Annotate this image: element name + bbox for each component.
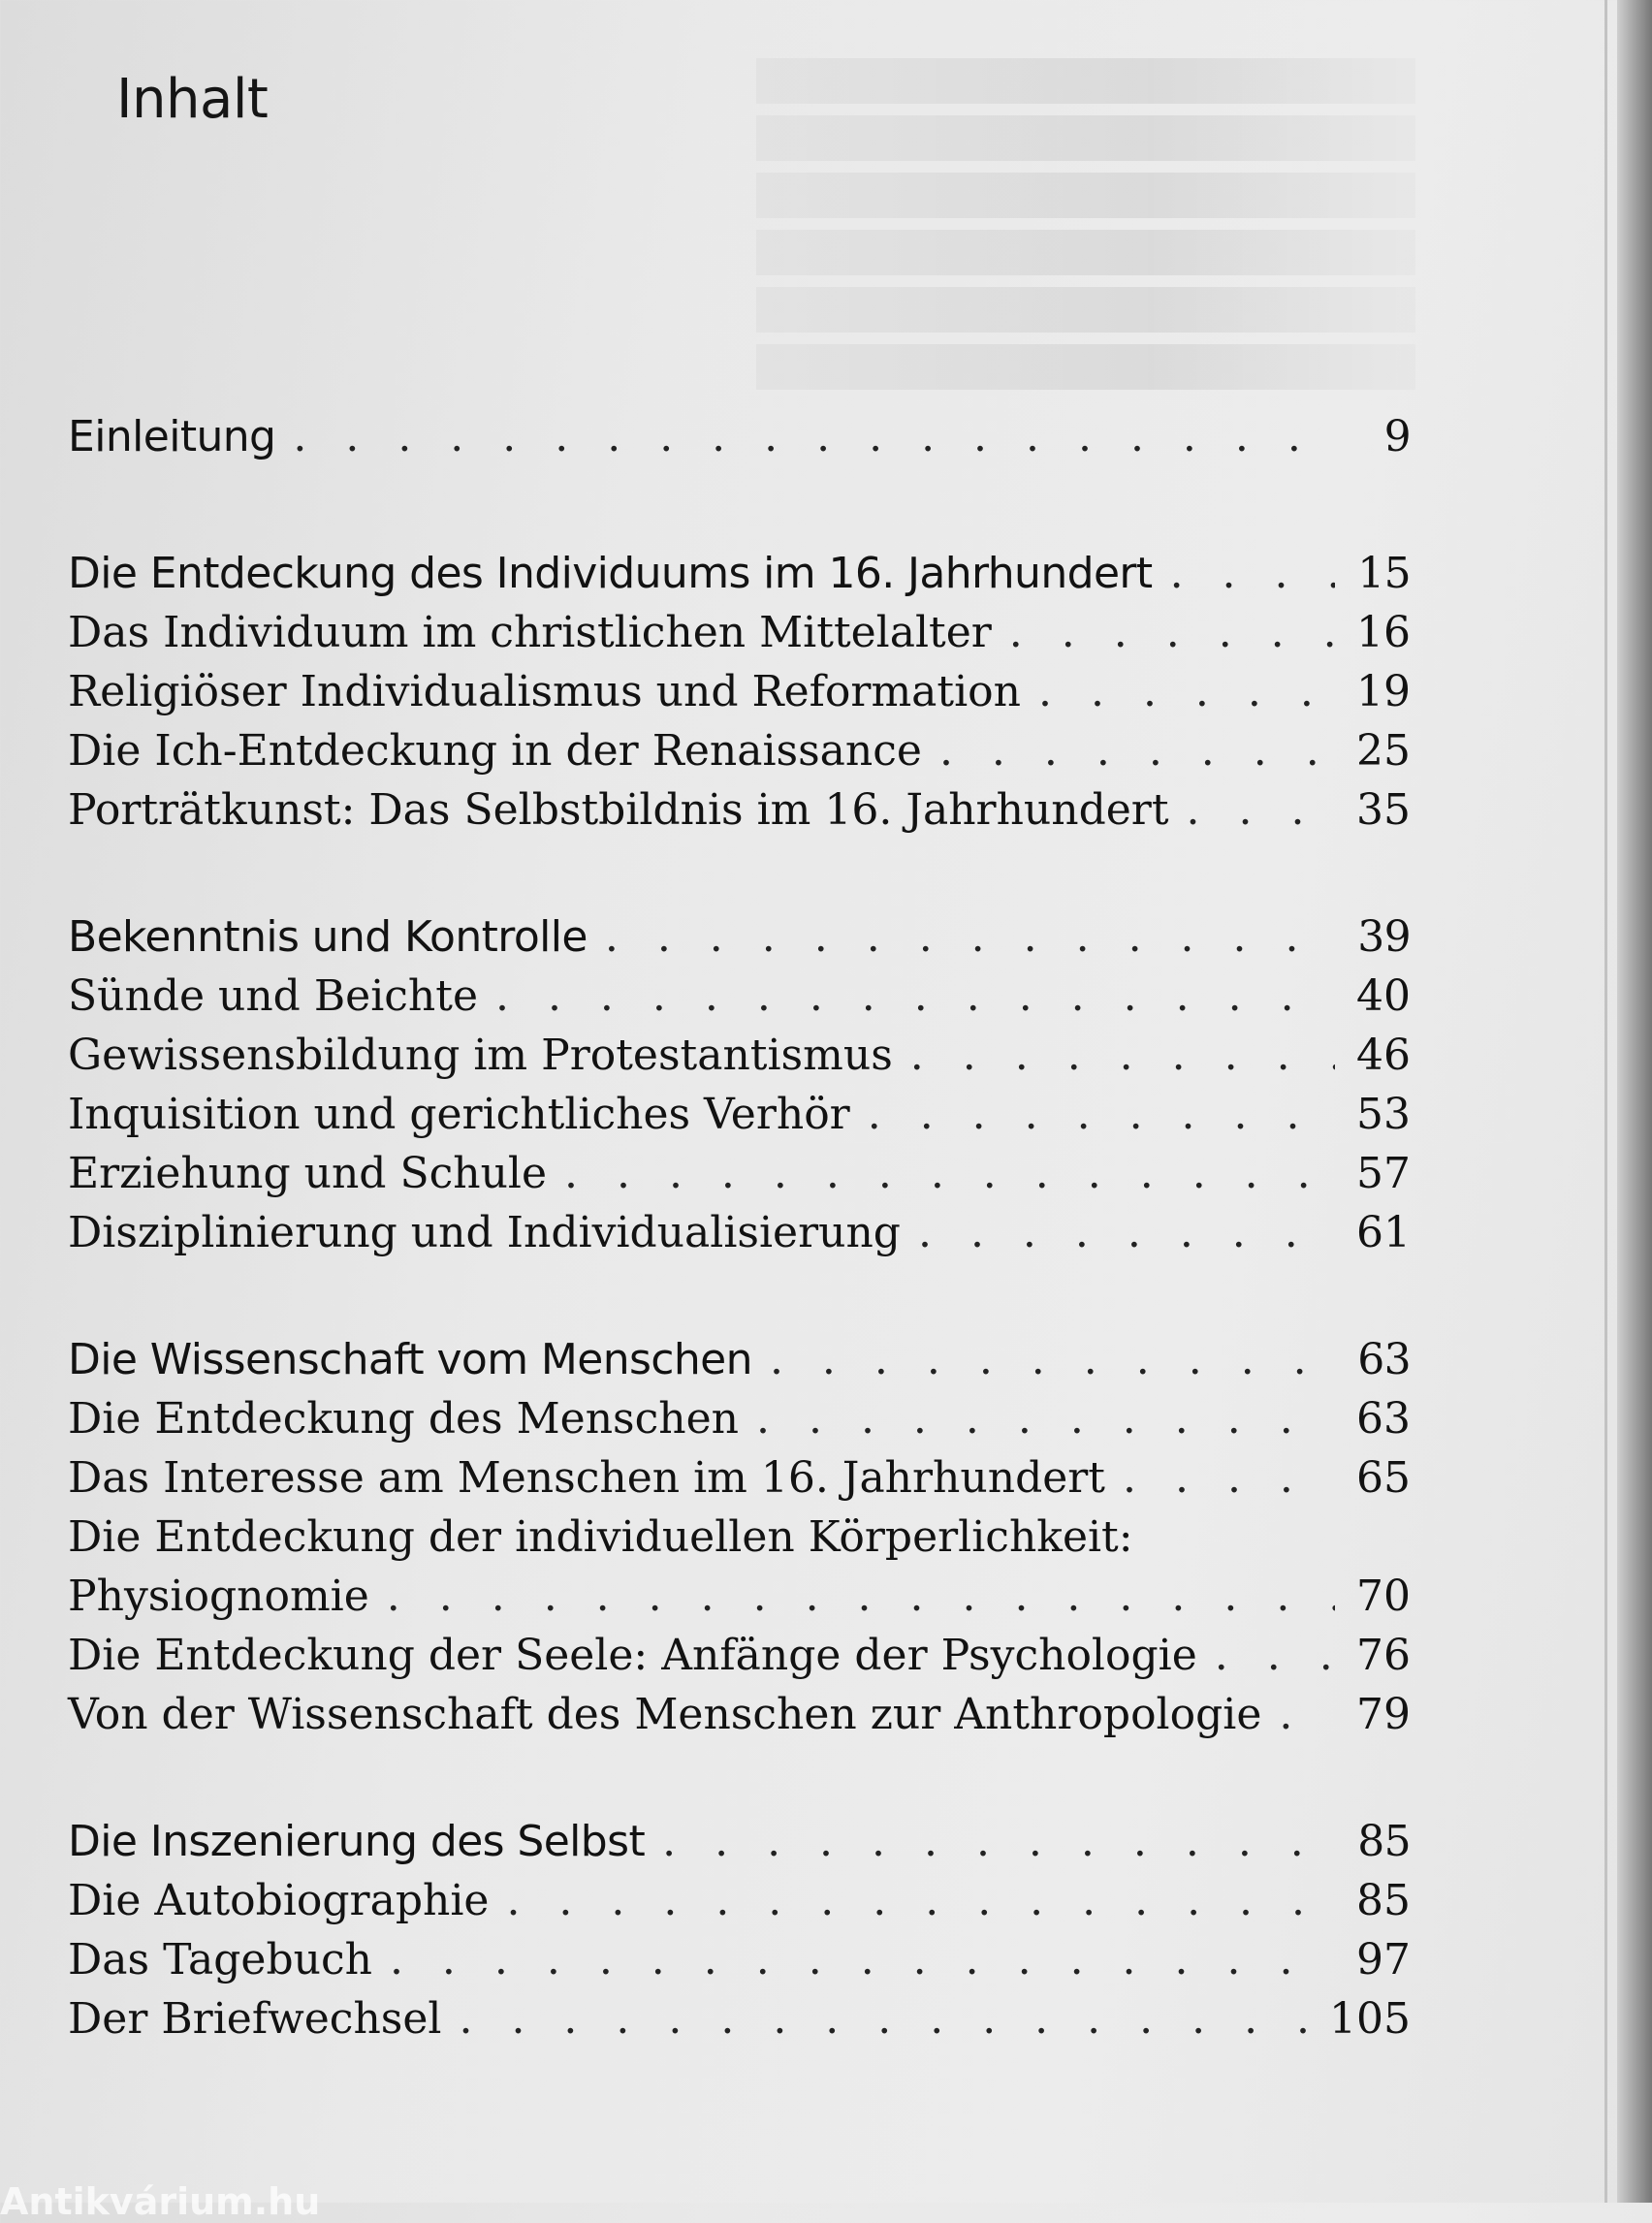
leader-dots	[918, 1208, 1335, 1257]
toc-entry-row	[68, 1690, 1411, 1749]
toc-entry-row	[68, 1994, 1411, 2053]
page-number: 35	[1356, 785, 1411, 835]
table-of-contents	[68, 412, 1411, 2121]
toc-entry-row	[68, 1394, 1411, 1453]
page-title: Inhalt	[116, 68, 269, 131]
chapter-title: Die Inszenierung des Selbst	[68, 1817, 646, 1866]
leader-dots	[387, 1572, 1335, 1621]
leader-dots	[1123, 1453, 1335, 1503]
toc-entry-row	[68, 726, 1411, 785]
entry-title-line1: Die Entdeckung der individuellen Körperlichkeit:	[68, 1512, 1133, 1562]
page-number: 15	[1357, 549, 1411, 598]
toc-chapter-row	[68, 412, 1411, 471]
leader-dots	[1279, 1690, 1335, 1739]
entry-title: Porträtkunst: Das Selbstbildnis im 16. Jahrhundert	[68, 785, 1169, 835]
page-number: 61	[1356, 1208, 1411, 1257]
leader-dots	[939, 726, 1335, 776]
toc-section	[68, 1817, 1411, 2053]
leader-dots	[910, 1031, 1335, 1080]
page-number: 53	[1356, 1090, 1411, 1139]
entry-title: Inquisition und gerichtliches Verhör	[68, 1090, 850, 1139]
toc-chapter-row	[68, 1817, 1411, 1876]
entry-title: Die Autobiographie	[68, 1876, 490, 1925]
page-edge-shadow	[1617, 0, 1652, 2203]
chapter-title: Einleitung	[68, 412, 276, 461]
entry-title: Das Individuum im christlichen Mittelalter	[68, 608, 992, 657]
entry-title: Die Ich-Entdeckung in der Renaissance	[68, 726, 922, 776]
leader-dots	[459, 1994, 1312, 2044]
watermark-text: Antikvárium.hu	[0, 2180, 321, 2223]
leader-dots	[390, 1935, 1335, 1985]
entry-title: Der Briefwechsel	[68, 1994, 442, 2044]
leader-dots	[662, 1817, 1335, 1866]
toc-entry-row	[68, 608, 1411, 667]
entry-title: Gewissensbildung im Protestantismus	[68, 1031, 893, 1080]
leader-dots	[868, 1090, 1335, 1139]
page-edge-line	[1604, 0, 1607, 2203]
toc-section	[68, 549, 1411, 844]
page-number: 70	[1356, 1572, 1411, 1621]
page-number: 105	[1329, 1994, 1411, 2044]
toc-entry-row	[68, 785, 1411, 844]
show-through-text	[756, 58, 1415, 427]
toc-entry-row	[68, 1935, 1411, 1994]
toc-entry-row	[68, 1208, 1411, 1267]
page-number: 65	[1356, 1453, 1411, 1503]
chapter-title: Die Entdeckung des Individuums im 16. Jahrhundert	[68, 549, 1153, 598]
toc-entry-row	[68, 1090, 1411, 1149]
page-number: 85	[1356, 1876, 1411, 1925]
leader-dots	[1009, 608, 1335, 657]
chapter-title: Bekenntnis und Kontrolle	[68, 912, 588, 962]
page-number: 19	[1356, 667, 1411, 716]
page-number: 39	[1357, 912, 1411, 962]
toc-section	[68, 912, 1411, 1267]
entry-title: Religiöser Individualismus und Reformation	[68, 667, 1021, 716]
toc-entry-row-first-line	[68, 1512, 1411, 1572]
toc-chapter-row	[68, 1335, 1411, 1394]
toc-section	[68, 412, 1411, 471]
toc-entry-row	[68, 1876, 1411, 1935]
page-number: 9	[1383, 412, 1411, 461]
toc-entry-row	[68, 667, 1411, 726]
leader-dots	[293, 412, 1335, 461]
toc-chapter-row	[68, 912, 1411, 971]
page-number: 16	[1356, 608, 1411, 657]
entry-title: Disziplinierung und Individualisierung	[68, 1208, 901, 1257]
leader-dots	[605, 912, 1335, 962]
leader-dots	[770, 1335, 1335, 1384]
leader-dots	[1038, 667, 1335, 716]
chapter-title: Die Wissenschaft vom Menschen	[68, 1335, 752, 1384]
toc-section	[68, 1335, 1411, 1749]
page-number: 63	[1356, 1394, 1411, 1444]
entry-title: Die Entdeckung der Seele: Anfänge der Psychologie	[68, 1631, 1197, 1680]
leader-dots	[756, 1394, 1335, 1444]
entry-title: Von der Wissenschaft des Menschen zur Anthropologie	[68, 1690, 1262, 1739]
toc-entry-row	[68, 1572, 1411, 1631]
toc-entry-row	[68, 1453, 1411, 1512]
leader-dots	[1170, 549, 1335, 598]
entry-title: Das Interesse am Menschen im 16. Jahrhundert	[68, 1453, 1105, 1503]
entry-title: Die Entdeckung des Menschen	[68, 1394, 739, 1444]
toc-entry-row	[68, 1149, 1411, 1208]
page-number: 97	[1356, 1935, 1411, 1985]
leader-dots	[1215, 1631, 1335, 1680]
entry-title: Physiognomie	[68, 1572, 369, 1621]
page-number: 57	[1356, 1149, 1411, 1198]
page-number: 25	[1356, 726, 1411, 776]
toc-entry-row	[68, 1031, 1411, 1090]
leader-dots	[506, 1876, 1335, 1925]
page-number: 85	[1357, 1817, 1411, 1866]
entry-title: Erziehung und Schule	[68, 1149, 548, 1198]
page-number: 79	[1356, 1690, 1411, 1739]
toc-entry-row	[68, 971, 1411, 1031]
leader-dots	[1187, 785, 1335, 835]
page-number: 40	[1356, 971, 1411, 1021]
entry-title: Sünde und Beichte	[68, 971, 478, 1021]
toc-entry-row	[68, 1631, 1411, 1690]
page-number: 46	[1356, 1031, 1411, 1080]
page-number: 63	[1357, 1335, 1411, 1384]
leader-dots	[564, 1149, 1335, 1198]
toc-chapter-row	[68, 549, 1411, 608]
page-number: 76	[1356, 1631, 1411, 1680]
leader-dots	[495, 971, 1335, 1021]
entry-title: Das Tagebuch	[68, 1935, 372, 1985]
